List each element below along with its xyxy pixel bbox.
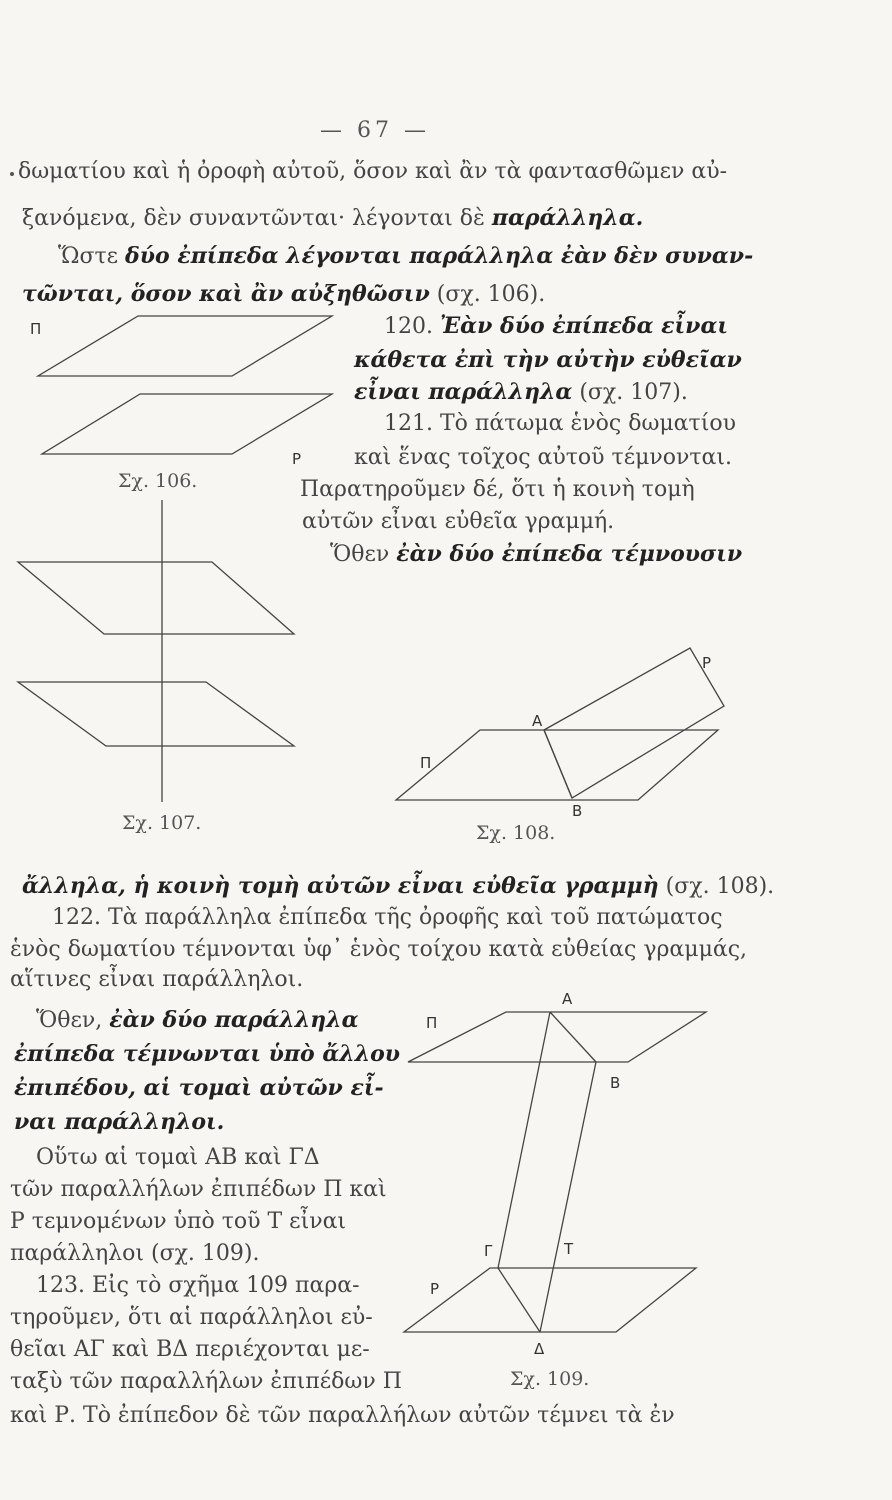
fig108-plane-pi (396, 730, 718, 800)
text-line: ἐπιπέδου, αἱ τομαὶ αὐτῶν εἶ- (14, 1075, 384, 1101)
fig107-lower-plane (18, 682, 294, 746)
text-run: Ὥστε (58, 244, 126, 269)
fig109-line-agamma (498, 1012, 550, 1268)
text-line: 121. Τὸ πάτωμα ἑνὸς δωματίου (384, 411, 736, 436)
text-line: ἑνὸς δωματίου τέμνονται ὑφ᾽ ἑνὸς τοίχου κατὰ εὐθείας γραμμάς, (10, 937, 748, 962)
caption-107: Σχ. 107. (122, 812, 202, 834)
fig109-label-pi: Π (426, 1014, 438, 1032)
fig106-label-pi: Π (30, 320, 42, 338)
section-number: 120. (384, 314, 440, 339)
emphasis-text: ἐὰν δύο παράλληλα (109, 1007, 359, 1033)
fig109-label-tau: Τ (564, 1240, 574, 1258)
text-line: ἐπίπεδα τέμνωνται ὑπὸ ἄλλου (14, 1041, 401, 1067)
text-line (22, 872, 774, 901)
fig106-lower-plane (42, 394, 332, 454)
fig109-label-b: Β (610, 1074, 621, 1092)
fig107-upper-plane (18, 562, 294, 634)
text-line: Οὕτω αἱ τομαὶ ΑΒ καὶ ΓΔ (36, 1145, 320, 1170)
text-line: θεῖαι ΑΓ καὶ ΒΔ περιέχονται με- (10, 1337, 370, 1362)
fig109-plane-rho (404, 1268, 696, 1332)
text-line: ναι παράλληλοι. (14, 1109, 225, 1135)
text-line (22, 204, 643, 233)
fig108-label-a: Α (532, 712, 543, 730)
text-line: καὶ Ρ. Τὸ ἐπίπεδον δὲ τῶν παραλλήλων αὐτῶν τέμνει τὰ ἐν (10, 1403, 675, 1428)
text-line (354, 378, 688, 407)
emphasis-text: Ἐὰν δύο ἐπίπεδα εἶναι (439, 313, 729, 339)
text-line: αὐτῶν εἶναι εὐθεῖα γραμμή. (302, 509, 615, 534)
text-line: δωματίου καὶ ἡ ὀροφὴ αὐτοῦ, ὅσον καὶ ἂν τὰ φαντασθῶμεν αὐ- (18, 159, 728, 184)
text-line (22, 280, 545, 309)
text-run: (σχ. 106). (429, 282, 546, 307)
text-run: ξανόμενα, δὲν συναντῶνται· λέγονται δὲ (22, 206, 492, 231)
text-line: ταξὺ τῶν παραλλήλων ἐπιπέδων Π (10, 1369, 402, 1394)
fig108-intersection-ab (544, 730, 572, 798)
text-line: αἵτινες εἶναι παράλληλοι. (10, 967, 304, 992)
text-run: Ὅθεν (330, 542, 397, 567)
figure-109 (404, 984, 714, 1364)
emphasis-text: παράλληλα. (491, 205, 644, 231)
text-line: κάθετα ἐπὶ τὴν αὐτὴν εὐθεῖαν (354, 347, 742, 373)
text-line: παράλληλοι (σχ. 109). (10, 1241, 260, 1266)
fig109-line-ab (550, 1012, 596, 1062)
fig108-label-b: Β (572, 802, 583, 820)
caption-109: Σχ. 109. (510, 1368, 590, 1390)
fig106-upper-plane (38, 316, 332, 376)
emphasis-text: τῶνται, ὅσον καὶ ἂν αὐξηθῶσιν (22, 281, 430, 307)
fig109-label-a: Α (562, 990, 573, 1008)
figure-107 (18, 500, 318, 810)
fig109-line-gammadelta (498, 1268, 540, 1332)
fig106-label-rho: Ρ (292, 450, 302, 468)
text-line (384, 312, 728, 341)
figure-106 (20, 310, 340, 470)
text-line (36, 1006, 359, 1035)
fig108-label-rho: Ρ (702, 654, 712, 672)
emphasis-text: ἄλληλα, ἡ κοινὴ τομὴ αὐτῶν εἶναι εὐθεῖα γραμμὴ (22, 873, 659, 899)
text-line: 123. Εἰς τὸ σχῆμα 109 παρα- (36, 1273, 360, 1298)
fig109-label-rho: Ρ (430, 1280, 440, 1298)
caption-106: Σχ. 106. (118, 470, 198, 492)
text-line (330, 540, 742, 569)
text-line: καὶ ἕνας τοῖχος αὐτοῦ τέμνονται. (354, 445, 733, 470)
page-number: — 67 — (320, 118, 430, 143)
text-run: (σχ. 108). (658, 874, 775, 899)
text-run: (σχ. 107). (572, 380, 688, 405)
figure-108 (396, 640, 736, 820)
fig109-line-bdelta (540, 1062, 596, 1332)
text-line: 122. Τὰ παράλληλα ἐπίπεδα τῆς ὀροφῆς καὶ τοῦ πατώματος (52, 905, 723, 930)
emphasis-text: ἐὰν δύο ἐπίπεδα τέμνουσιν (396, 541, 743, 567)
emphasis-text: εἶναι παράλληλα (354, 379, 573, 405)
margin-mark (10, 172, 14, 176)
text-run: Ὅθεν, (36, 1008, 110, 1033)
fig109-label-delta: Δ (534, 1340, 545, 1358)
text-line: τηροῦμεν, ὅτι αἱ παράλληλοι εὐ- (10, 1305, 373, 1330)
emphasis-text: δύο ἐπίπεδα λέγονται παράλληλα ἐὰν δὲν συναν- (125, 243, 754, 269)
text-line: Παρατηροῦμεν δέ, ὅτι ἡ κοινὴ τομὴ (300, 477, 695, 502)
fig109-label-gamma: Γ (484, 1242, 493, 1260)
fig108-plane-rho (544, 648, 724, 798)
text-line: Ρ τεμνομένων ὑπὸ τοῦ Τ εἶναι (10, 1209, 347, 1234)
text-line: τῶν παραλλήλων ἐπιπέδων Π καὶ (10, 1177, 387, 1202)
text-line (58, 242, 753, 271)
fig108-label-pi: Π (420, 754, 432, 772)
caption-108: Σχ. 108. (476, 822, 556, 844)
